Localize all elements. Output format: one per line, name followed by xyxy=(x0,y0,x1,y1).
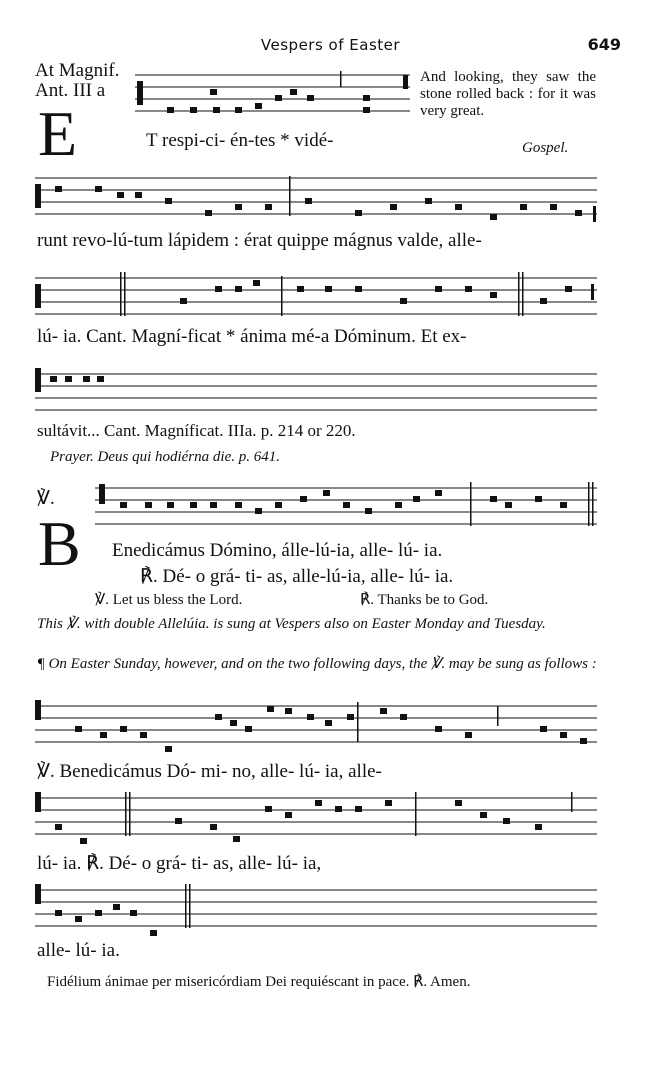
gospel-reference: Gospel. xyxy=(522,140,569,156)
antiphon-translation: And looking, they saw the stone rolled back : for it was very great. xyxy=(420,69,596,119)
rubric-note-2: ¶ On Easter Sunday, however, and on the two following days, the ℣. may be sung as follows : xyxy=(37,656,597,672)
chant-staff-6 xyxy=(35,698,597,754)
running-header: Vespers of Easter xyxy=(260,36,401,54)
antiphon-lyric-line-1: T respi-ci- én-tes * vidé- xyxy=(146,130,334,151)
drop-capital-e: E xyxy=(38,98,78,169)
alternate-lyric-line-2: lú- ia. ℟. Dé- o grá- ti- as, alle- lú- ia, xyxy=(37,853,322,874)
antiphon-lyric-line-3: lú- ia. Cant. Magní-ficat * ánima mé-a Dóminum. Et ex- xyxy=(37,326,467,347)
antiphon-mode: Ant. III a xyxy=(35,80,106,101)
rubric-note-1: This ℣. with double Allelúia. is sung at Vespers also on Easter Monday and Tuesday. xyxy=(37,616,546,632)
chant-staff-2 xyxy=(35,170,597,226)
versicle-lyric: Enedicámus Dómino, álle-lú-ia, alle- lú- ia. xyxy=(112,540,443,561)
chant-staff-4 xyxy=(35,366,597,422)
alternate-lyric-line-1: ℣. Benedicámus Dó- mi- no, alle- lú- ia, alle- xyxy=(37,761,382,782)
chant-staff-3 xyxy=(35,270,597,326)
response-translation: ℟. Thanks be to God. xyxy=(360,592,489,608)
chant-staff-1 xyxy=(135,67,410,127)
chant-staff-7 xyxy=(35,790,597,846)
closing-versicle: Fidélium ánimae per misericórdiam Dei requiéscant in pace. ℟. Amen. xyxy=(47,974,471,990)
alternate-lyric-line-3: alle- lú- ia. xyxy=(37,940,120,961)
versicle-translation: ℣. Let us bless the Lord. xyxy=(95,592,243,608)
versicle-symbol: ℣. xyxy=(37,488,55,509)
prayer-reference: Prayer. Deus qui hodiérna die. p. 641. xyxy=(50,449,280,465)
chant-staff-8 xyxy=(35,882,597,938)
response-lyric: ℟. Dé- o grá- ti- as, alle-lú-ia, alle- lú- ia. xyxy=(140,566,454,587)
antiphon-label: At Magnif. xyxy=(35,60,120,81)
page-number: 649 xyxy=(587,35,621,54)
antiphon-lyric-line-4: sultávit... Cant. Magníficat. IIIa. p. 214 or 220. xyxy=(37,421,356,440)
drop-capital-b: B xyxy=(38,508,81,579)
antiphon-lyric-line-2: runt revo-lú-tum lápidem : érat quippe mágnus valde, alle- xyxy=(37,230,482,251)
chant-staff-5 xyxy=(95,480,597,536)
